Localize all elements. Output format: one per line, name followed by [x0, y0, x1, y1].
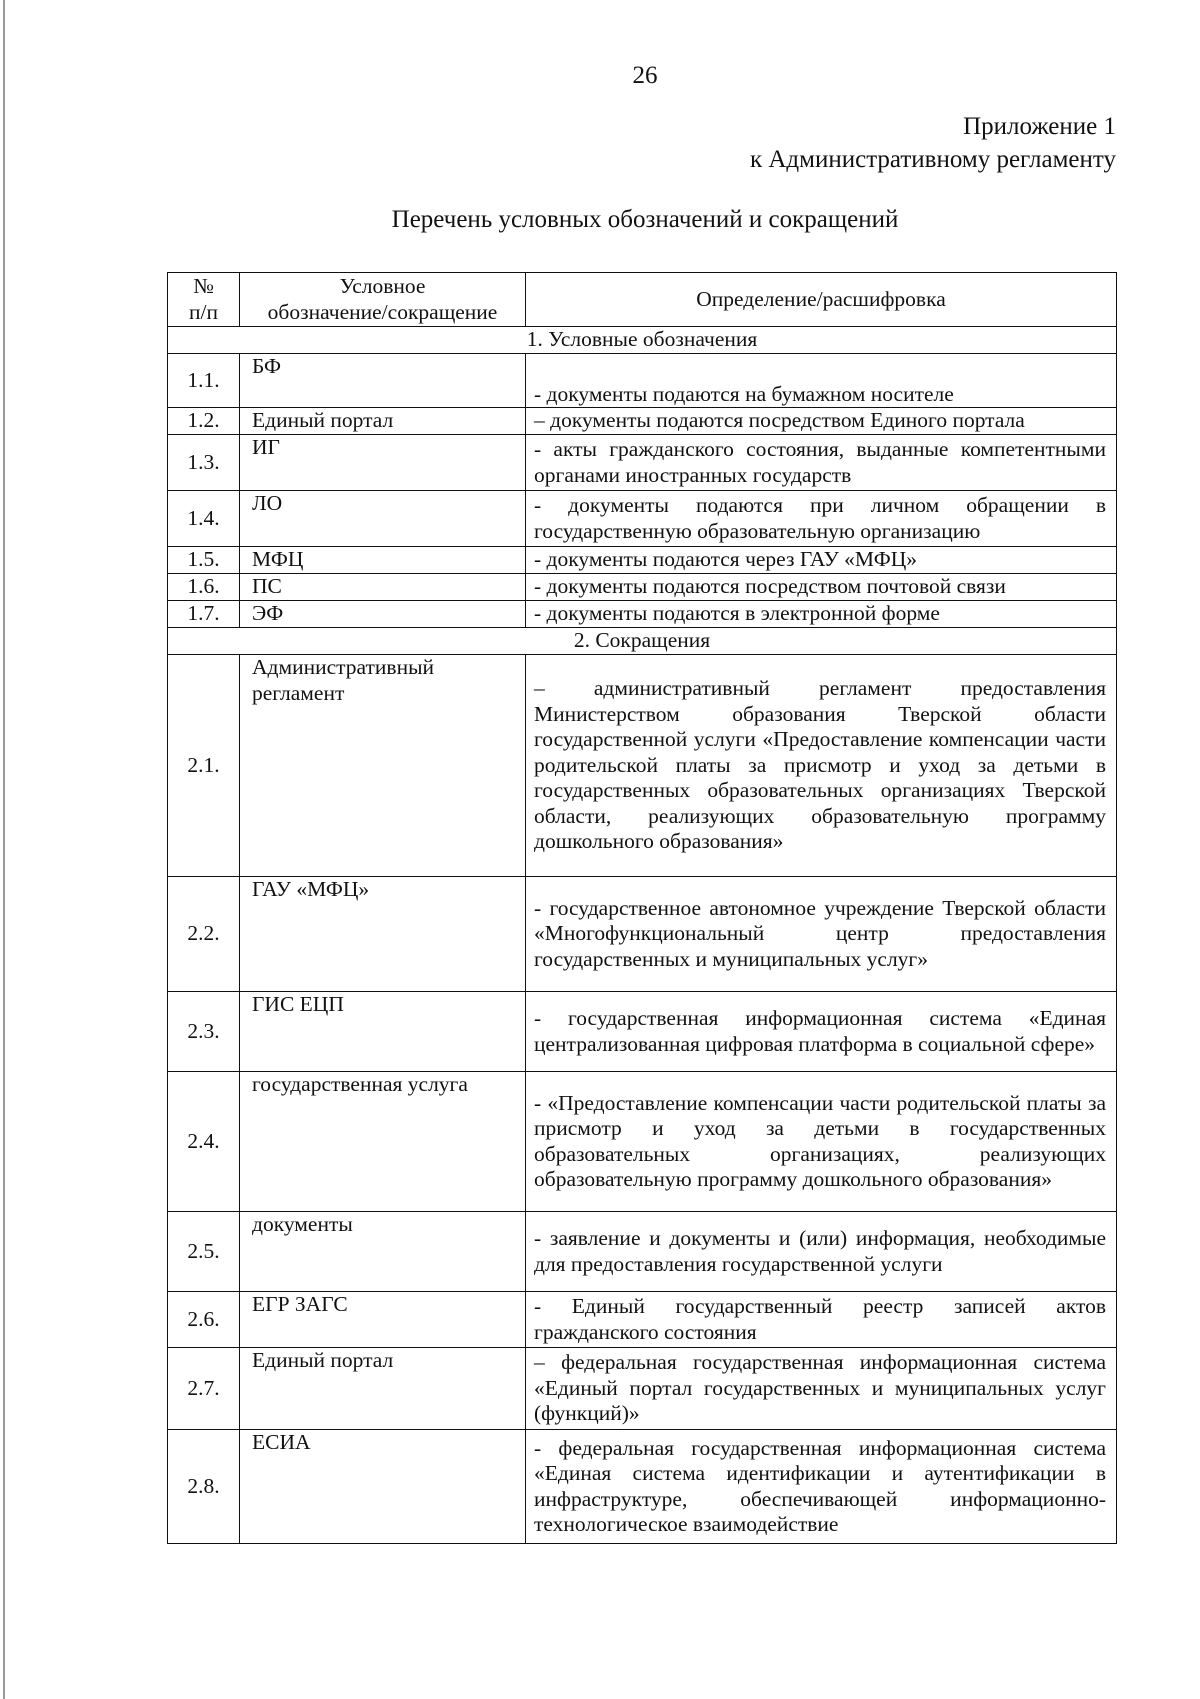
row-term: Единый портал	[240, 408, 526, 435]
section-heading-row	[168, 327, 1117, 354]
header-term	[240, 273, 526, 327]
row-number: 2.8.	[168, 1430, 240, 1544]
row-number: 2.4.	[168, 1072, 240, 1212]
section-2-heading: 2. Сокращения	[168, 628, 1117, 655]
row-definition: – административный регламент предоставления Министерством образования Тверской области государственной услуги «Предоставление компенсации части родительской платы за присмотр и уход за детьми в государственных образовательных организациях Тверской области, реализующих образовательную программу дошкольного образования»	[526, 655, 1117, 877]
row-term: документы	[240, 1212, 526, 1292]
document-title: Перечень условных обозначений и сокращений	[391, 206, 899, 233]
row-number: 1.5.	[168, 547, 240, 574]
row-number: 1.1.	[168, 354, 240, 408]
table-row	[168, 877, 1117, 992]
table-row	[168, 435, 1117, 491]
header-number-line-2: п/п	[189, 299, 218, 324]
table-row	[168, 1072, 1117, 1212]
row-term: ПС	[240, 574, 526, 601]
row-term: Административный регламент	[240, 655, 526, 877]
row-definition: - документы подаются на бумажном носителе	[526, 354, 1117, 408]
row-term: МФЦ	[240, 547, 526, 574]
row-term: ИГ	[240, 435, 526, 491]
section-2-rows	[168, 655, 1117, 1544]
row-term: ЛО	[240, 491, 526, 547]
appendix-line-2: к Административному регламенту	[749, 146, 1116, 173]
row-term: ГАУ «МФЦ»	[240, 877, 526, 992]
section-1-heading: 1. Условные обозначения	[168, 327, 1117, 354]
row-number: 2.1.	[168, 655, 240, 877]
row-number: 2.7.	[168, 1348, 240, 1430]
table-row	[168, 1292, 1117, 1348]
row-definition: – документы подаются посредством Единого портала	[526, 408, 1117, 435]
row-definition: – федеральная государственная информационная система «Единый портал государственных и муниципальных услуг (функций)»	[526, 1348, 1117, 1430]
table-row	[168, 491, 1117, 547]
row-term: БФ	[240, 354, 526, 408]
section-1-rows	[168, 354, 1117, 628]
row-number: 2.5.	[168, 1212, 240, 1292]
row-definition: - акты гражданского состояния, выданные компетентными органами иностранных государств	[526, 435, 1117, 491]
table-header-row	[168, 273, 1117, 327]
header-number-line-1: №	[193, 274, 214, 298]
table-row	[168, 1348, 1117, 1430]
row-number: 1.3.	[168, 435, 240, 491]
header-number	[168, 273, 240, 327]
row-number: 2.2.	[168, 877, 240, 992]
table-row	[168, 601, 1117, 628]
row-term: государственная услуга	[240, 1072, 526, 1212]
table-row	[168, 574, 1117, 601]
table-row	[168, 1430, 1117, 1544]
row-number: 1.2.	[168, 408, 240, 435]
row-number: 1.4.	[168, 491, 240, 547]
row-number: 1.6.	[168, 574, 240, 601]
row-term: ЕСИА	[240, 1430, 526, 1544]
row-definition: - заявление и документы и (или) информация, необходимые для предоставления государственной услуги	[526, 1212, 1117, 1292]
section-heading-row	[168, 628, 1117, 655]
row-term: ГИС ЕЦП	[240, 992, 526, 1072]
appendix-line-1: Приложение 1	[963, 113, 1116, 140]
row-number: 2.3.	[168, 992, 240, 1072]
row-definition: - федеральная государственная информационная система «Единая система идентификации и аутентификации в инфраструктуре, обеспечивающей информационно-технологическое взаимодействие	[526, 1430, 1117, 1544]
row-definition: - документы подаются при личном обращении в государственную образовательную организацию	[526, 491, 1117, 547]
table-row	[168, 408, 1117, 435]
row-term: ЕГР ЗАГС	[240, 1292, 526, 1348]
row-definition: - государственная информационная система «Единая централизованная цифровая платформа в социальной сфере»	[526, 992, 1117, 1072]
page-number: 26	[632, 62, 658, 89]
header-term-line-1: Условное	[339, 274, 426, 298]
table-row	[168, 1212, 1117, 1292]
header-definition: Определение/расшифровка	[526, 273, 1117, 327]
page-left-edge	[3, 0, 5, 1699]
appendix-reference	[750, 110, 1116, 176]
table-row	[168, 655, 1117, 877]
row-definition: - Единый государственный реестр записей актов гражданского состояния	[526, 1292, 1117, 1348]
table-row	[168, 547, 1117, 574]
row-definition: - «Предоставление компенсации части родительской платы за присмотр и уход за детьми в государственных образовательных организациях, реализующих образовательную программу дошкольного образования»	[526, 1072, 1117, 1212]
row-term: Единый портал	[240, 1348, 526, 1430]
row-term: ЭФ	[240, 601, 526, 628]
table-row	[168, 992, 1117, 1072]
row-definition: - государственное автономное учреждение Тверской области «Многофункциональный центр предоставления государственных и муниципальных услуг»	[526, 877, 1117, 992]
row-definition: - документы подаются в электронной форме	[526, 601, 1117, 628]
abbreviations-table	[167, 272, 1117, 1544]
row-definition: - документы подаются через ГАУ «МФЦ»	[526, 547, 1117, 574]
row-definition: - документы подаются посредством почтовой связи	[526, 574, 1117, 601]
row-number: 1.7.	[168, 601, 240, 628]
table-row	[168, 354, 1117, 408]
header-term-line-2: обозначение/сокращение	[267, 299, 498, 324]
row-number: 2.6.	[168, 1292, 240, 1348]
